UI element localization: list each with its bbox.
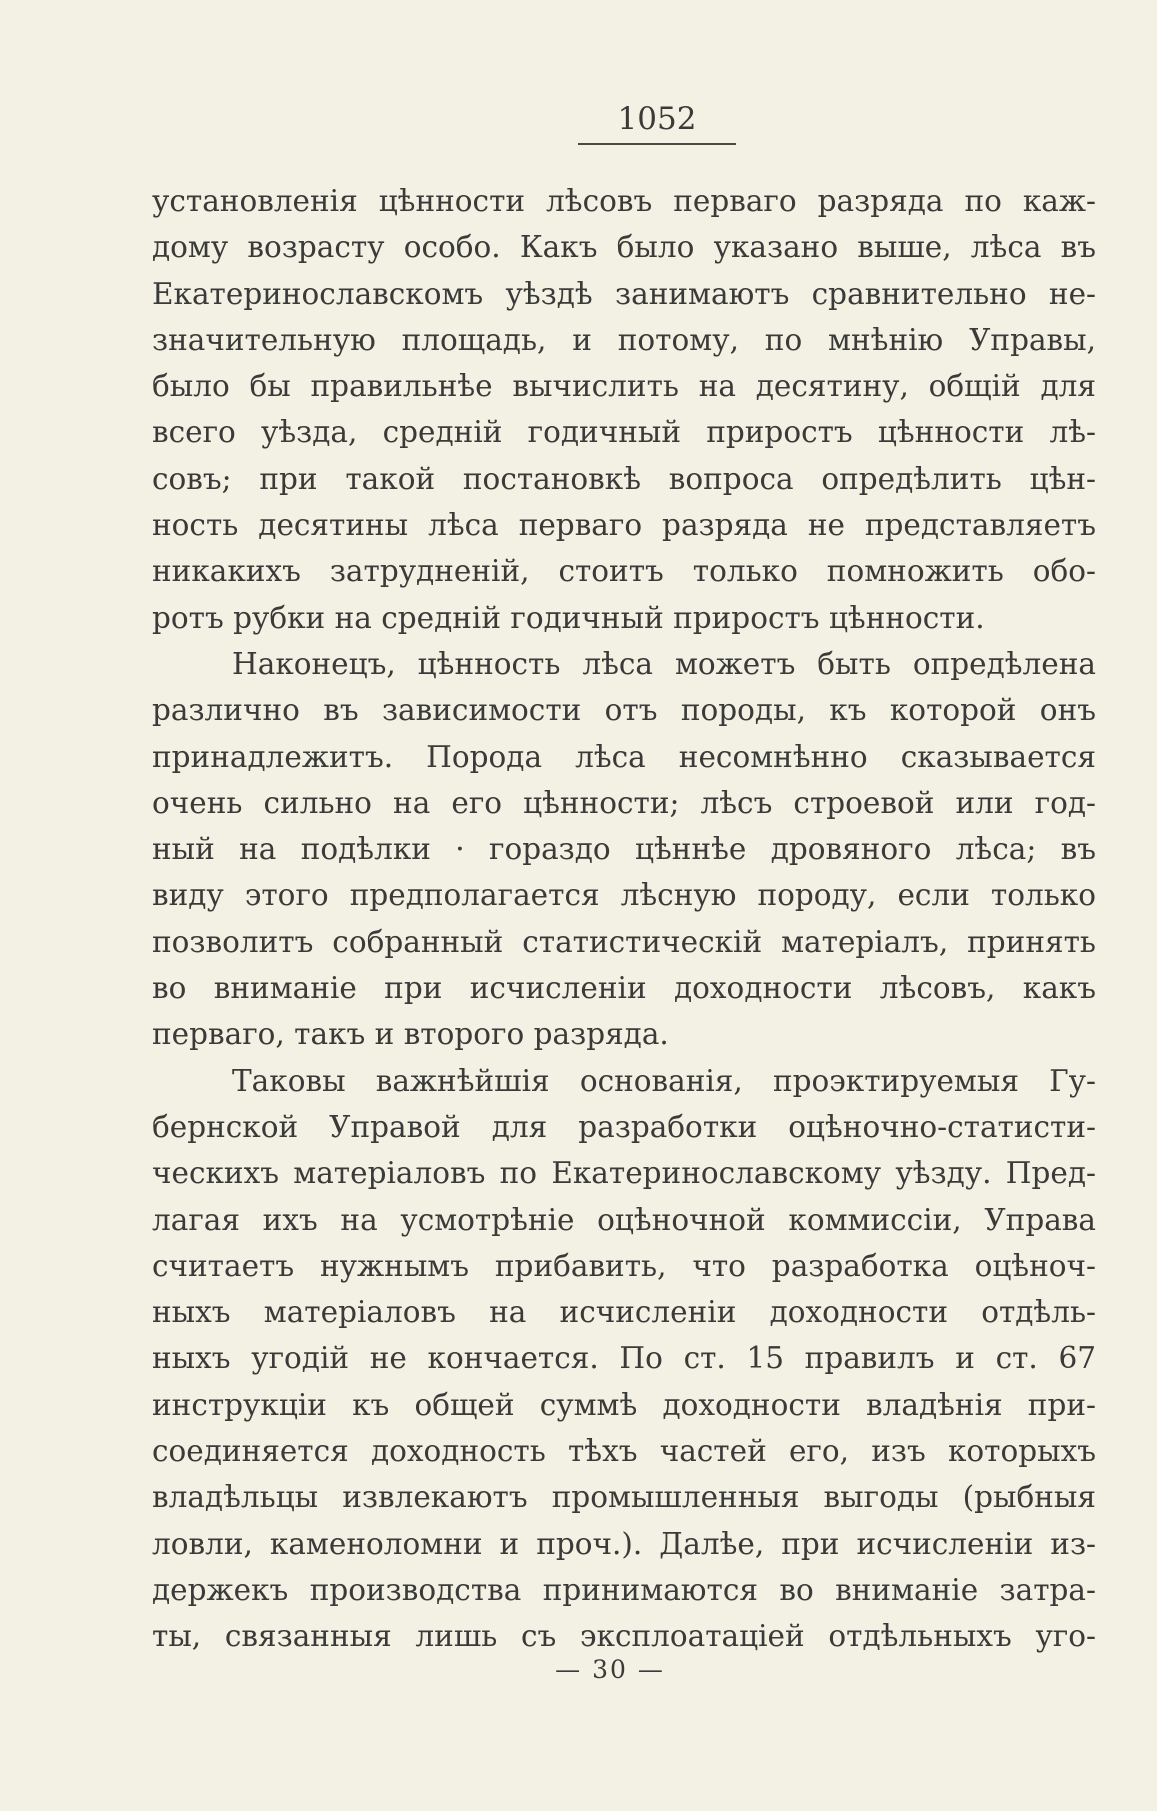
- text-line: ныхъ угодій не кончается. По ст. 15 правилъ и ст. 67: [152, 1341, 1096, 1376]
- text-line: ротъ рубки на средній годичный приростъ цѣнности.: [152, 600, 985, 635]
- text-line: ность десятины лѣса перваго разряда не представляетъ: [152, 508, 1096, 543]
- text-line: соединяется доходность тѣхъ частей его, изъ которыхъ: [152, 1434, 1096, 1469]
- text-line: ный на подѣлки · гораздо цѣннѣе дровяного лѣса; въ: [152, 832, 1096, 867]
- text-line: Наконецъ, цѣнность лѣса можетъ быть опредѣлена: [232, 646, 1096, 681]
- text-line: ныхъ матеріаловъ на исчисленіи доходности отдѣль-: [152, 1295, 1096, 1330]
- header-rule: [578, 143, 736, 145]
- text-line: ческихъ матеріаловъ по Екатеринославскому уѣзду. Пред-: [152, 1156, 1096, 1191]
- text-line: совъ; при такой постановкѣ вопроса опредѣлить цѣн-: [152, 461, 1096, 496]
- signature-mark: — 30 —: [555, 1655, 665, 1684]
- text-line: Екатеринославскомъ уѣздѣ занимаютъ сравнительно не-: [152, 276, 1096, 311]
- text-line: считаетъ нужнымъ прибавить, что разработка оцѣноч-: [152, 1248, 1096, 1283]
- text-line: было бы правильнѣе вычислить на десятину, общій для: [152, 369, 1096, 404]
- text-line: во вниманіе при исчисленіи доходности лѣсовъ, какъ: [152, 971, 1096, 1006]
- text-line: установленія цѣнности лѣсовъ перваго разряда по каж-: [152, 184, 1096, 218]
- page-number: 1052: [617, 101, 697, 137]
- text-line: Таковы важнѣйшія основанія, проэктируемыя Гу-: [232, 1063, 1096, 1098]
- text-line: очень сильно на его цѣнности; лѣсъ строевой или год-: [152, 785, 1096, 820]
- text-line: различно въ зависимости отъ породы, къ которой онъ: [152, 693, 1096, 728]
- text-line: дому возрасту особо. Какъ было указано выше, лѣса въ: [152, 230, 1096, 265]
- text-line: лагая ихъ на усмотрѣніе оцѣночной коммиссіи, Управа: [152, 1202, 1096, 1237]
- text-line: бернской Управой для разработки оцѣночно-статисти-: [152, 1109, 1096, 1144]
- text-line: ловли, каменоломни и проч.). Далѣе, при исчисленіи из-: [152, 1526, 1096, 1561]
- text-line: ты, связанныя лишь съ эксплоатаціей отдѣльныхъ уго-: [152, 1619, 1096, 1654]
- text-line: принадлежитъ. Порода лѣса несомнѣнно сказывается: [152, 739, 1096, 774]
- text-line: значительную площадь, и потому, по мнѣнію Управы,: [152, 322, 1096, 357]
- text-line: позволитъ собранный статистическій матеріалъ, принять: [152, 924, 1096, 959]
- text-line: держекъ производства принимаются во вниманіе затра-: [152, 1572, 1096, 1607]
- text-line: никакихъ затрудненій, стоитъ только помножить обо-: [152, 554, 1096, 589]
- text-line: инструкціи къ общей суммѣ доходности владѣнія при-: [152, 1387, 1096, 1422]
- text-line: виду этого предполагается лѣсную породу, если только: [152, 878, 1096, 913]
- body-text: [152, 178, 1096, 1660]
- text-line: всего уѣзда, средній годичный приростъ цѣнности лѣ-: [152, 415, 1096, 450]
- text-line: перваго, такъ и второго разряда.: [152, 1017, 669, 1052]
- text-line: владѣльцы извлекаютъ промышленныя выгоды (рыбныя: [152, 1480, 1096, 1515]
